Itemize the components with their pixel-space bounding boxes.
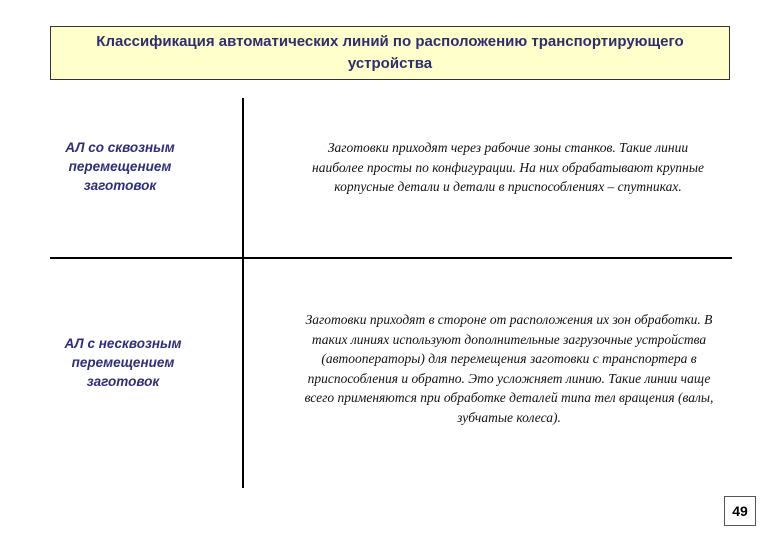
table-horizontal-divider [50,257,732,259]
page-number: 49 [724,496,756,526]
row-description-through-movement: Заготовки приходят через рабочие зоны станков. Такие линии наиболее просты по конфигурации. На них обрабатывают крупные корпусные детали и детали в приспособлениях – спутниках. [312,140,704,194]
row-label-non-through-movement: АЛ с несквозным перемещением заготовок [64,336,182,389]
slide-title: Классификация автоматических линий по расположению транспортирующего устройства [50,26,730,80]
row-label-through-movement: АЛ со сквозным перемещением заготовок [65,140,175,193]
table-vertical-divider [242,98,244,488]
row-description-non-through-movement: Заготовки приходят в стороне от расположения их зон обработки. В таких линиях используют дополнительные загрузочные устройства (автооператоры) для перемещения заготовки с транспортера в приспособления и обратно. Это усложняет линию. Такие линии чаще всего применяются при обработке деталей типа тел вращения (валы, зубчатые колеса). [304,312,714,425]
